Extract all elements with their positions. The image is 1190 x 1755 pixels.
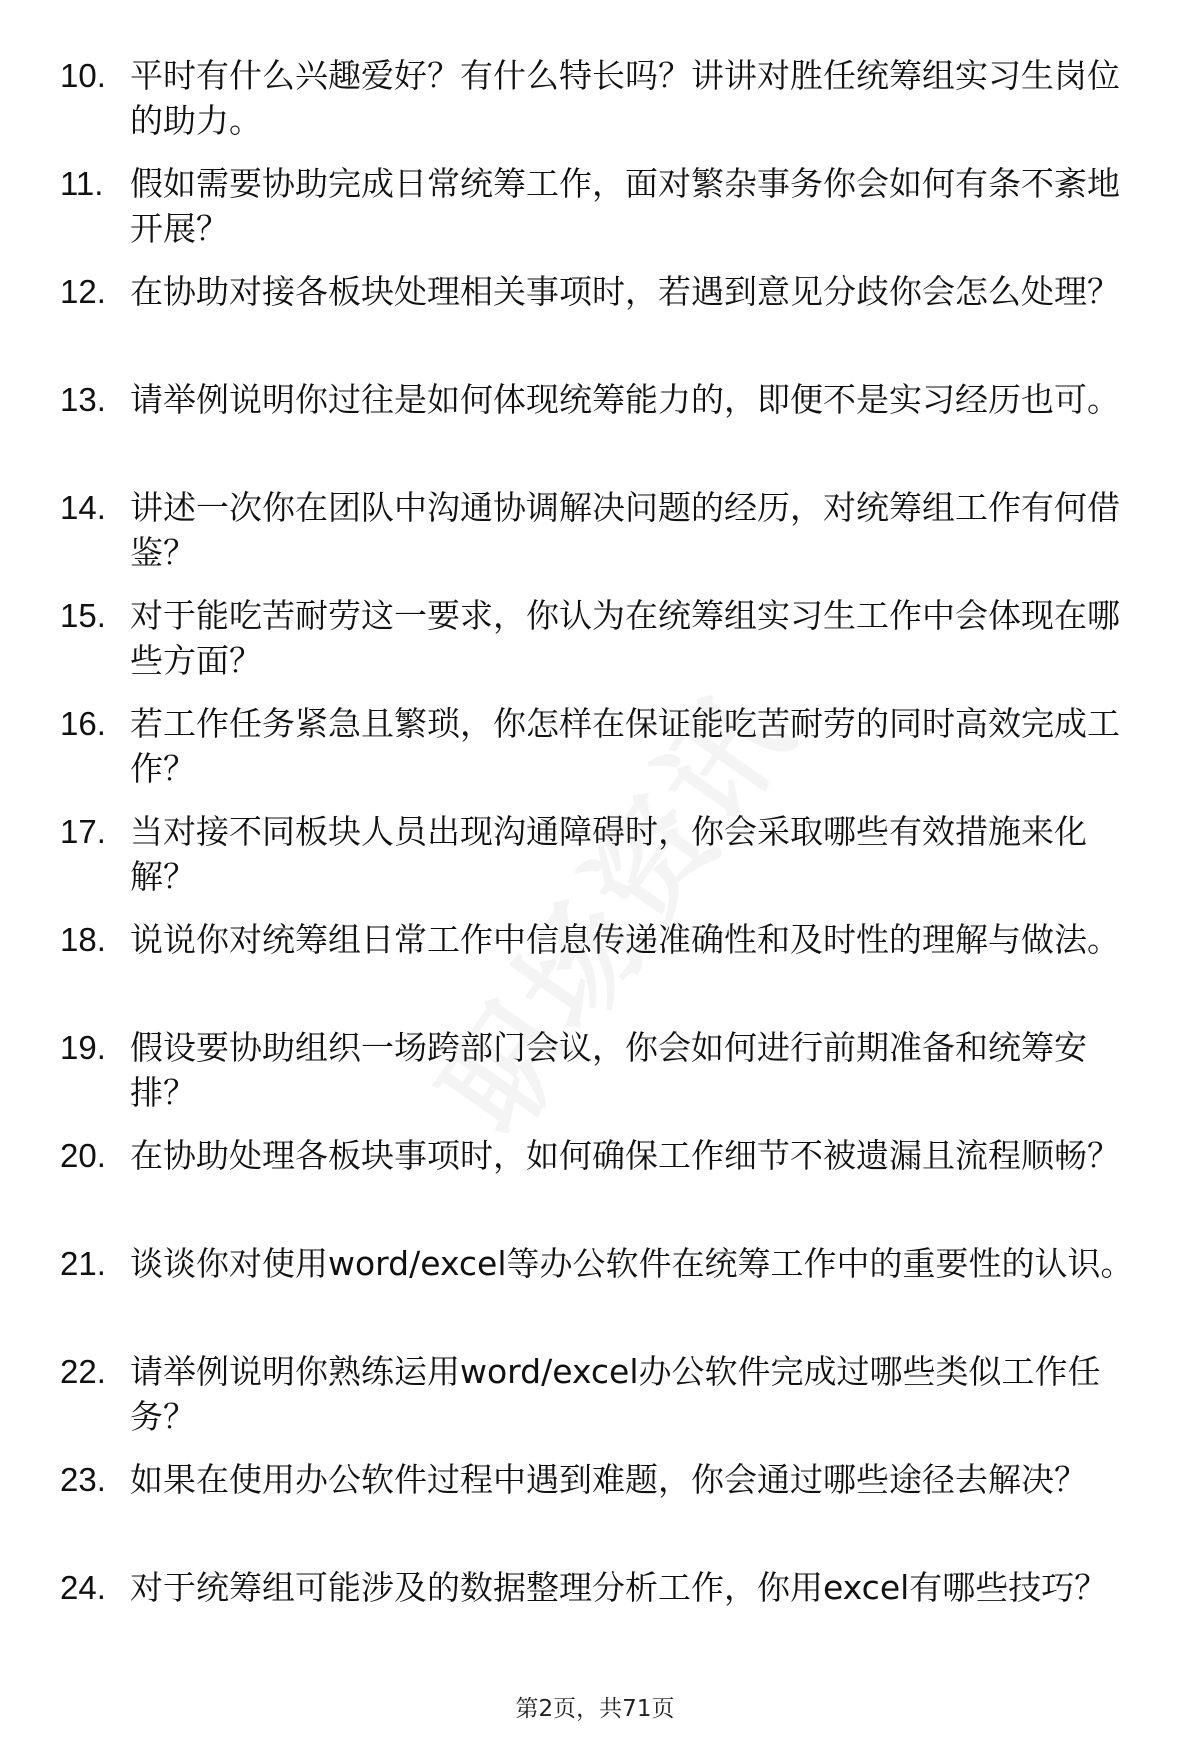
question-number: 13.	[60, 381, 106, 418]
question-text: 在协助处理各板块事项时，如何确保工作细节不被遗漏且流程顺畅？	[130, 1136, 1120, 1175]
question-text: 若工作任务紧急且繁琐，你怎样在保证能吃苦耐劳的同时高效完成工作？	[130, 704, 1120, 788]
question-item	[60, 377, 1150, 485]
question-number: 19.	[60, 1029, 106, 1066]
question-item	[60, 593, 1150, 701]
question-item	[60, 809, 1150, 917]
question-item	[60, 485, 1150, 593]
question-text: 讲述一次你在团队中沟通协调解决问题的经历，对统筹组工作有何借鉴？	[130, 488, 1120, 572]
question-number: 21.	[60, 1245, 106, 1282]
question-item	[60, 1349, 1150, 1457]
question-number: 14.	[60, 489, 106, 526]
question-text: 如果在使用办公软件过程中遇到难题，你会通过哪些途径去解决？	[130, 1460, 1087, 1499]
question-item	[60, 701, 1150, 809]
question-text: 请举例说明你过往是如何体现统筹能力的，即便不是实习经历也可。	[130, 380, 1120, 419]
question-item	[60, 917, 1150, 1025]
question-item	[60, 269, 1150, 377]
question-item	[60, 1241, 1150, 1349]
question-item	[60, 1457, 1150, 1565]
question-number: 10.	[60, 57, 106, 94]
question-text: 谈谈你对使用word/excel等办公软件在统筹工作中的重要性的认识。	[130, 1244, 1134, 1283]
question-number: 18.	[60, 921, 106, 958]
question-number: 17.	[60, 813, 106, 850]
question-text: 假设要协助组织一场跨部门会议，你会如何进行前期准备和统筹安排？	[130, 1028, 1087, 1112]
question-text: 假如需要协助完成日常统筹工作，面对繁杂事务你会如何有条不紊地开展？	[130, 164, 1120, 248]
question-number: 15.	[60, 597, 106, 634]
question-text: 在协助对接各板块处理相关事项时，若遇到意见分歧你会怎么处理？	[130, 272, 1120, 311]
question-number: 12.	[60, 273, 106, 310]
question-item	[60, 53, 1150, 161]
question-list	[60, 53, 1150, 1673]
question-number: 16.	[60, 705, 106, 742]
question-text: 请举例说明你熟练运用word/excel办公软件完成过哪些类似工作任务？	[130, 1352, 1101, 1436]
question-item	[60, 161, 1150, 269]
question-number: 23.	[60, 1461, 106, 1498]
page-number-footer: 第2页，共71页	[515, 1696, 675, 1722]
question-number: 11.	[60, 165, 104, 202]
question-text: 对于能吃苦耐劳这一要求，你认为在统筹组实习生工作中会体现在哪些方面？	[130, 596, 1120, 680]
question-number: 22.	[60, 1353, 106, 1390]
question-text: 当对接不同板块人员出现沟通障碍时，你会采取哪些有效措施来化解？	[130, 812, 1087, 896]
question-item	[60, 1133, 1150, 1241]
question-item	[60, 1025, 1150, 1133]
question-text: 对于统筹组可能涉及的数据整理分析工作，你用excel有哪些技巧？	[130, 1568, 1108, 1607]
question-text: 平时有什么兴趣爱好？有什么特长吗？讲讲对胜任统筹组实习生岗位的助力。	[130, 56, 1120, 140]
question-text: 说说你对统筹组日常工作中信息传递准确性和及时性的理解与做法。	[130, 920, 1120, 959]
question-number: 20.	[60, 1137, 106, 1174]
question-number: 24.	[60, 1569, 106, 1606]
question-item	[60, 1565, 1150, 1673]
